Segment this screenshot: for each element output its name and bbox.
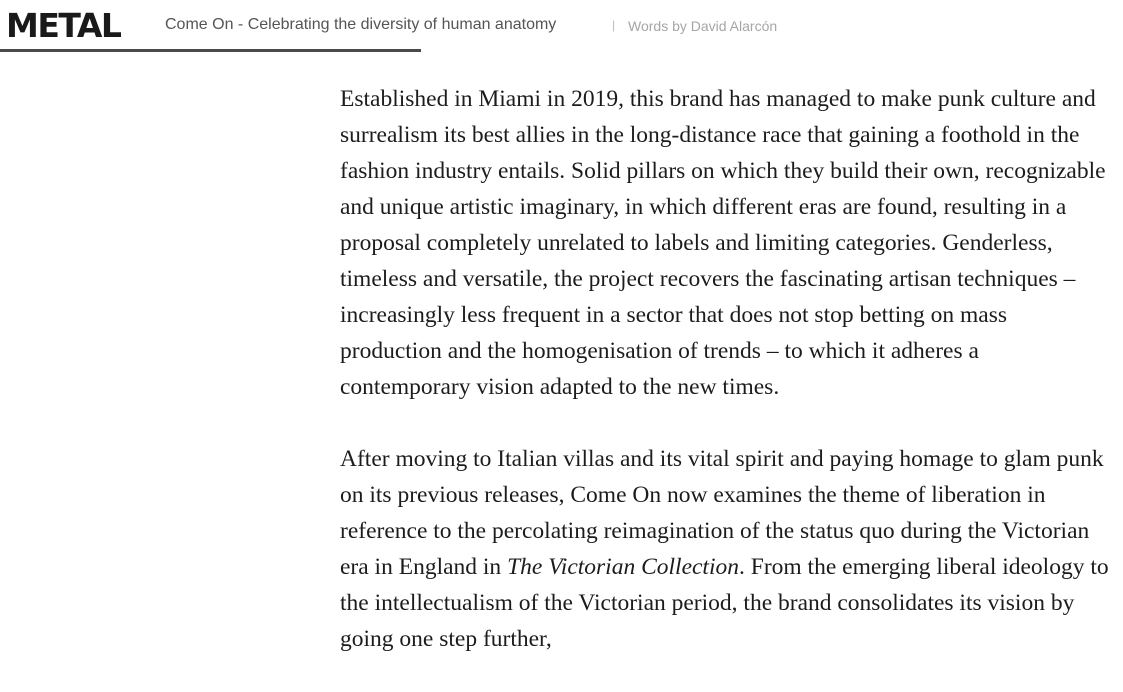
metal-logo[interactable]: METAL <box>6 6 121 45</box>
reading-progress-bar <box>0 49 1123 52</box>
reading-progress-fill <box>0 49 421 52</box>
paragraph-text: . From the emerging liberal ideology to the intellectualism of the Victorian period, the brand consolidates its vision by going one step further, <box>340 554 1109 652</box>
site-header <box>0 0 1123 52</box>
header-separator: | <box>612 18 616 32</box>
article-paragraph: Established in Miami in 2019, this brand has managed to make punk culture and surrealism its best allies in the long-distance race that gaining a foothold in the fashion industry entails. Solid pillars on which they build their own, recognizable and unique artistic imaginary, in which different eras are found, resulting in a proposal completely unrelated to labels and limiting categories. Genderless, timeless and versatile, the project recovers the fascinating artisan techniques – increasingly less frequent in a sector that does not stop betting on mass production and the homogenisation of trends – to which it adheres a contemporary vision adapted to the new times. <box>340 86 1106 400</box>
author-byline: Words by David Alarcón <box>628 18 778 34</box>
article-paragraph <box>340 441 1110 657</box>
article-body <box>340 81 1110 692</box>
paragraph-text: After moving to Italian villas and its vital spirit and paying homage to glam punk on its previous releases, Come On now examines the theme of liberation in reference to the percolating reimagination of the status quo during the Victorian era in England in <box>340 446 1104 580</box>
article-title: Come On - Celebrating the diversity of human anatomy <box>165 16 557 33</box>
collection-name: The Victorian Collection <box>507 554 739 580</box>
